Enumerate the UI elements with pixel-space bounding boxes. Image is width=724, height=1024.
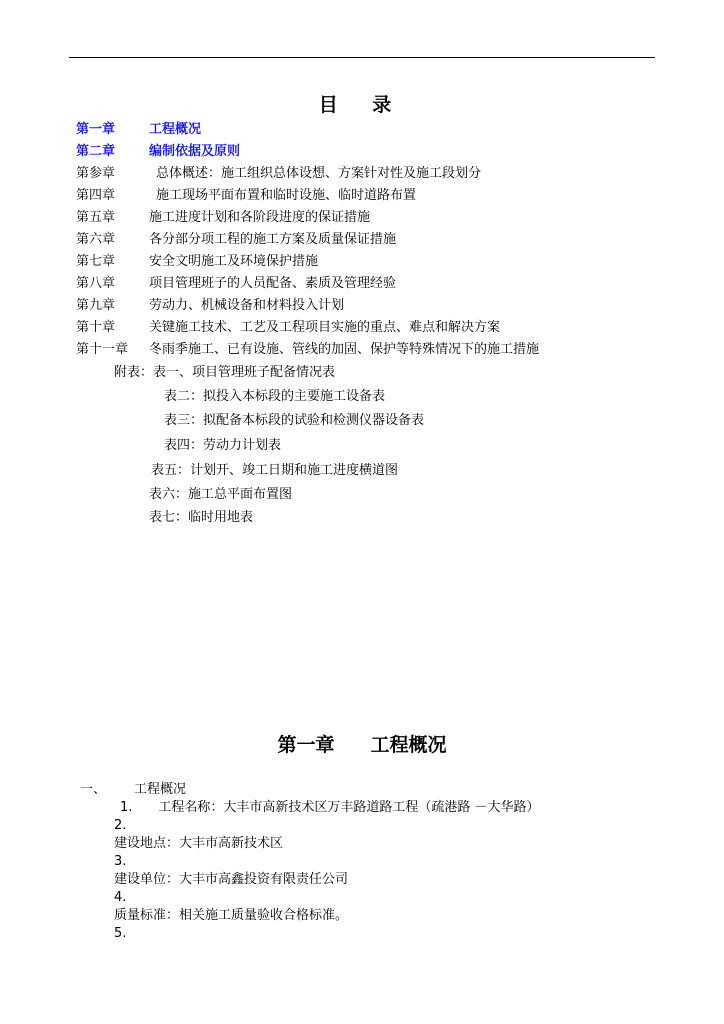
toc-entry-title: 关键施工技术、工艺及工程项目实施的重点、难点和解决方案 <box>149 320 501 335</box>
appendix-item: 表七：临时用地表 <box>149 510 254 525</box>
body-line: 3. <box>114 854 127 869</box>
section-title: 工程概况 <box>134 782 187 797</box>
toc-entry-title: 工程概况 <box>149 122 202 137</box>
chapter-title: 工程概况 <box>370 734 447 756</box>
chapter-heading <box>0 730 724 757</box>
appendix-item: 表四：劳动力计划表 <box>164 438 282 453</box>
toc-entry-num: 第八章 <box>76 276 116 291</box>
toc-title: 目 录 <box>318 94 406 116</box>
toc-entry-num: 第二章 <box>76 144 116 159</box>
body-line: 2. <box>114 818 127 833</box>
toc-entry-title: 各分部分项工程的施工方案及质量保证措施 <box>149 232 397 247</box>
header-rule <box>69 57 655 58</box>
body-line: 建设单位：大丰市高鑫投资有限责任公司 <box>114 872 349 887</box>
toc-entry-num: 第一章 <box>76 122 116 137</box>
toc-entry-title: 安全文明施工及环境保护措施 <box>149 254 319 269</box>
appendix-item: 附表：表一、项目管理班子配备情况表 <box>114 365 336 380</box>
body-line: 5. <box>114 926 127 941</box>
appendix-item: 表三：拟配备本标段的试验和检测仪器设备表 <box>164 413 425 428</box>
body-line: 质量标准：相关施工质量验收合格标准。 <box>114 908 349 923</box>
toc-entry-num: 第十一章 <box>76 342 129 357</box>
appendix-item: 表二：拟投入本标段的主要施工设备表 <box>164 389 386 404</box>
body-line: 建设地点：大丰市高新技术区 <box>114 836 284 851</box>
toc-entry-num: 第十章 <box>76 320 116 335</box>
toc-entry-title: 项目管理班子的人员配备、素质及管理经验 <box>149 276 397 291</box>
toc-entry-title: 冬雨季施工、已有设施、管线的加固、保护等特殊情况下的施工措施 <box>149 342 540 357</box>
body-line: 1. 工程名称：大丰市高新技术区万丰路道路工程（疏港路 －大华路） <box>120 800 540 815</box>
toc-entry-num: 第六章 <box>76 232 116 247</box>
chapter-number: 第一章 <box>277 734 335 756</box>
appendix-item: 表六：施工总平面布置图 <box>149 487 293 502</box>
body-line: 4. <box>114 890 127 905</box>
toc-entry-title: 劳动力、机械设备和材料投入计划 <box>149 298 345 313</box>
toc-entry-title: 编制依据及原则 <box>149 144 241 159</box>
toc-entry-title: 施工现场平面布置和临时设施、临时道路布置 <box>156 188 417 203</box>
section-number: 一、 <box>80 782 107 797</box>
appendix-item: 表五：计划开、竣工日期和施工进度横道图 <box>151 463 399 478</box>
toc-entry-num: 第参章 <box>76 166 116 181</box>
toc-entry-title: 施工进度计划和各阶段进度的保证措施 <box>149 210 371 225</box>
toc-entry-num: 第五章 <box>76 210 116 225</box>
toc-entry-title: 总体概述：施工组织总体设想、方案针对性及施工段划分 <box>156 166 482 181</box>
toc-entry-num: 第七章 <box>76 254 116 269</box>
toc-entry-num: 第四章 <box>76 188 116 203</box>
toc-entry-num: 第九章 <box>76 298 116 313</box>
